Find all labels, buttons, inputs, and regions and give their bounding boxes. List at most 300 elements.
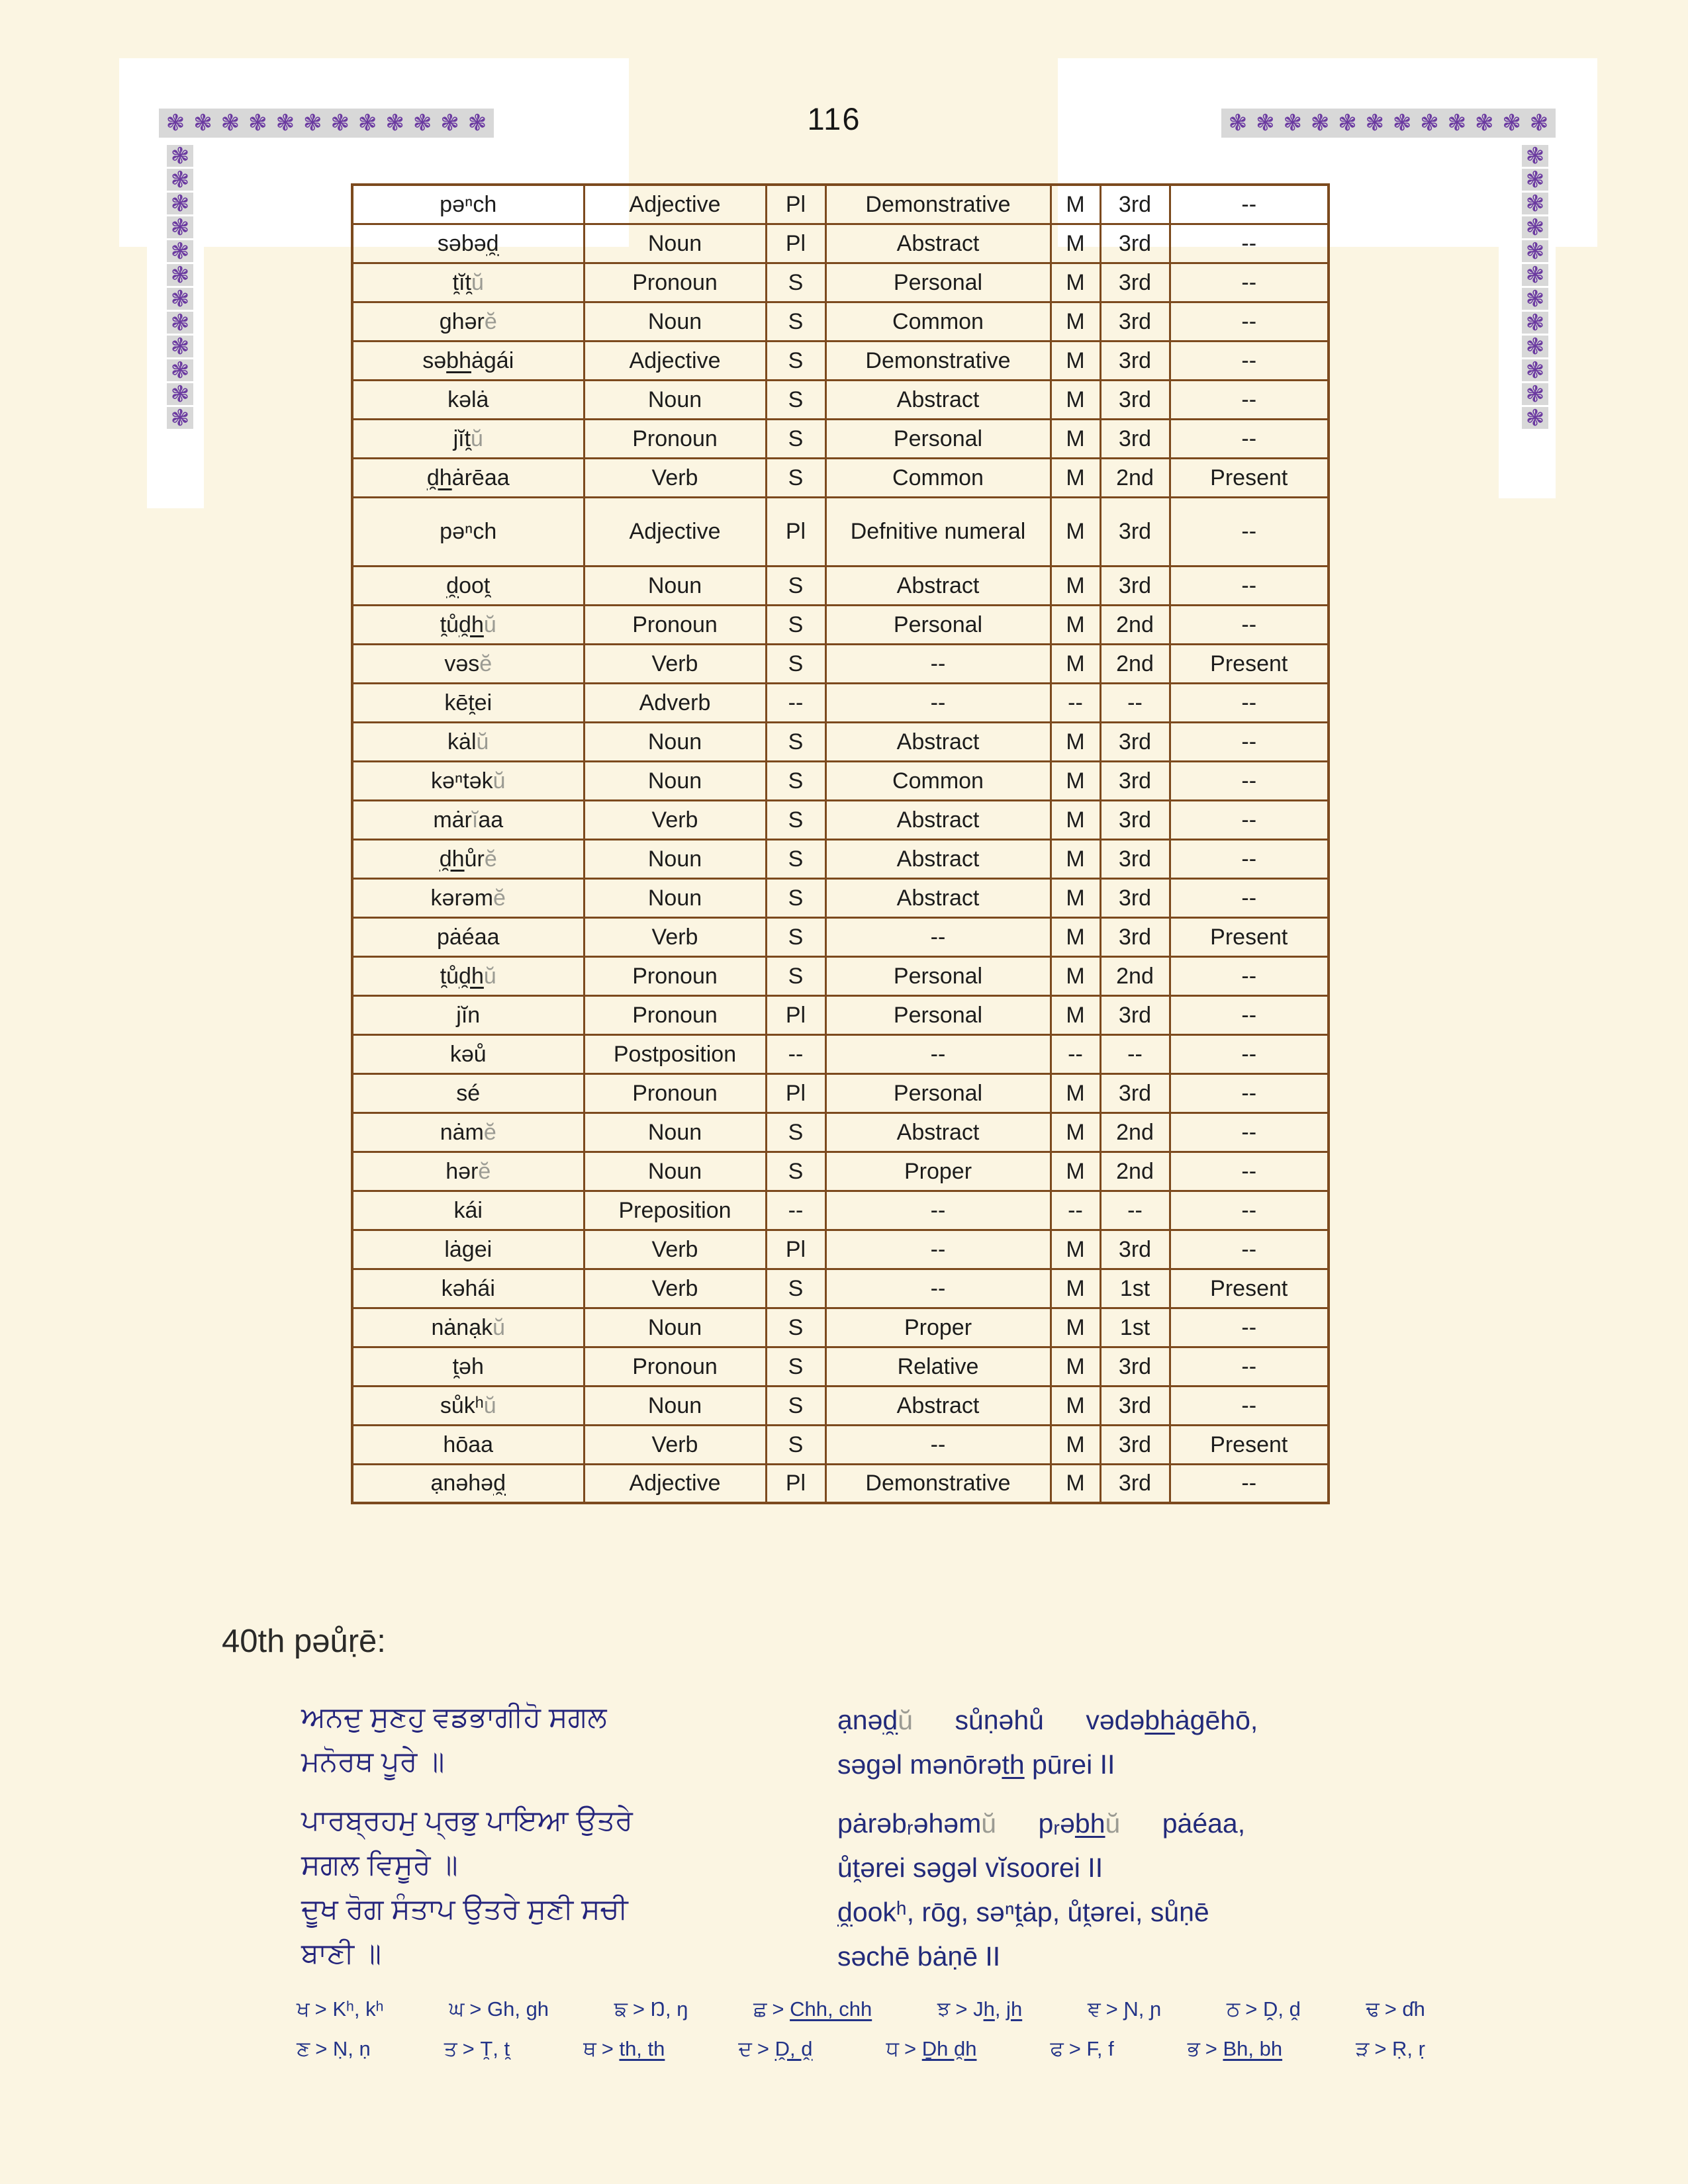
pos-cell: Verb <box>584 1230 766 1269</box>
number-cell: S <box>766 1425 825 1464</box>
flower-icon: ❃ <box>220 111 240 136</box>
flower-icon: ❃ <box>167 216 193 238</box>
word-cell: kəů <box>352 1034 584 1073</box>
flower-icon: ❃ <box>330 111 350 136</box>
transliteration-legend <box>297 1989 1425 2069</box>
word-cell: t̯ĭt̯ŭ <box>352 263 584 302</box>
number-cell: S <box>766 1386 825 1425</box>
gurmukhi-letter: ਞ <box>1087 1997 1101 2021</box>
person-cell: -- <box>1100 683 1170 722</box>
flower-icon: ❃ <box>1310 111 1330 136</box>
legend-item: ਖ > Kʰ, kʰ <box>297 1997 384 2021</box>
gender-cell: -- <box>1051 1191 1100 1230</box>
table-row <box>352 1230 1329 1269</box>
table-row <box>352 605 1329 644</box>
legend-item: ਙ > Ŋ, ŋ <box>614 1997 688 2021</box>
gender-cell: M <box>1051 956 1100 995</box>
gender-cell: M <box>1051 761 1100 800</box>
table-row <box>352 458 1329 497</box>
tense-cell: -- <box>1170 683 1329 722</box>
number-cell: S <box>766 800 825 839</box>
legend-item: ਤ > T̯, t̯ <box>444 2036 510 2060</box>
table-row <box>352 683 1329 722</box>
pos-cell: Noun <box>584 1386 766 1425</box>
type-cell: -- <box>825 683 1051 722</box>
legend-item: ਧ > Ḏh d̯h <box>886 2036 977 2060</box>
flower-icon: ❃ <box>1522 359 1548 381</box>
pos-cell: Pronoun <box>584 995 766 1034</box>
tense-cell: -- <box>1170 566 1329 605</box>
transliteration-line: d̯ookʰ, rōg, səⁿt̯ȧp, ůt̯ərei, sůṇē <box>837 1897 1209 1927</box>
type-cell: Abstract <box>825 1386 1051 1425</box>
person-cell: 2nd <box>1100 458 1170 497</box>
person-cell: 3rd <box>1100 1386 1170 1425</box>
gender-cell: M <box>1051 1230 1100 1269</box>
pos-cell: Noun <box>584 839 766 878</box>
flower-icon: ❃ <box>167 288 193 310</box>
legend-item: ਫ > F, f <box>1050 2036 1114 2060</box>
gurmukhi-letter: ਠ <box>1226 1997 1241 2021</box>
person-cell: 3rd <box>1100 566 1170 605</box>
pos-cell: Adjective <box>584 497 766 566</box>
flower-icon: ❃ <box>1522 193 1548 214</box>
transliteration-line: ạnəd̯ŭ sůṇəhů vədəbhȧgēhō, <box>837 1705 1258 1735</box>
legend-item: ਦ > Ḓ, ḓ <box>738 2036 813 2060</box>
pos-cell: Adjective <box>584 341 766 380</box>
pos-cell: Adverb <box>584 683 766 722</box>
flower-icon: ❃ <box>385 111 404 136</box>
tense-cell: -- <box>1170 1347 1329 1386</box>
flower-icon: ❃ <box>167 383 193 405</box>
person-cell: 2nd <box>1100 605 1170 644</box>
pos-cell: Pronoun <box>584 956 766 995</box>
flower-icon: ❃ <box>1522 169 1548 191</box>
table-row <box>352 956 1329 995</box>
table-row <box>352 878 1329 917</box>
gender-cell: M <box>1051 1347 1100 1386</box>
type-cell: Personal <box>825 1073 1051 1113</box>
gender-cell: M <box>1051 800 1100 839</box>
flower-icon: ❃ <box>1522 383 1548 405</box>
person-cell: 2nd <box>1100 1152 1170 1191</box>
gurmukhi-letter: ਝ <box>937 1997 951 2021</box>
person-cell: 3rd <box>1100 1073 1170 1113</box>
gurmukhi-letter: ਫ <box>1050 2036 1064 2060</box>
type-cell: Proper <box>825 1152 1051 1191</box>
person-cell: 3rd <box>1100 995 1170 1034</box>
word-cell: pəⁿch <box>352 185 584 224</box>
flower-icon: ❃ <box>193 111 212 136</box>
tense-cell: -- <box>1170 341 1329 380</box>
number-cell: S <box>766 341 825 380</box>
transliteration-verse <box>837 1698 1393 1979</box>
legend-row <box>297 1989 1425 2029</box>
word-cell: kái <box>352 1191 584 1230</box>
transliteration-line: səgəl mənōrəth pūrei II <box>837 1749 1115 1780</box>
table-row <box>352 380 1329 419</box>
pos-cell: Noun <box>584 878 766 917</box>
pos-cell: Verb <box>584 917 766 956</box>
word-cell: kȧlŭ <box>352 722 584 761</box>
legend-item: ਛ > Chh, chh <box>753 1997 872 2021</box>
table-row <box>352 1308 1329 1347</box>
flower-icon: ❃ <box>167 336 193 357</box>
legend-item: ਝ > Jh, jh <box>937 1997 1023 2021</box>
table-row <box>352 566 1329 605</box>
pos-cell: Noun <box>584 1113 766 1152</box>
number-cell: S <box>766 761 825 800</box>
tense-cell: -- <box>1170 1073 1329 1113</box>
table-row <box>352 1073 1329 1113</box>
person-cell: 3rd <box>1100 263 1170 302</box>
page-number: 116 <box>807 101 861 136</box>
table-row <box>352 419 1329 458</box>
table-row <box>352 1191 1329 1230</box>
number-cell: S <box>766 380 825 419</box>
tense-cell: -- <box>1170 497 1329 566</box>
tense-cell: -- <box>1170 185 1329 224</box>
tense-cell: -- <box>1170 1191 1329 1230</box>
table-row <box>352 1152 1329 1191</box>
type-cell: -- <box>825 644 1051 683</box>
pos-cell: Verb <box>584 800 766 839</box>
type-cell: Demonstrative <box>825 341 1051 380</box>
gender-cell: M <box>1051 995 1100 1034</box>
tense-cell: -- <box>1170 800 1329 839</box>
pos-cell: Verb <box>584 1425 766 1464</box>
person-cell: 3rd <box>1100 761 1170 800</box>
gurmukhi-letter: ੜ <box>1356 2036 1370 2060</box>
number-cell: Pl <box>766 497 825 566</box>
tense-cell: Present <box>1170 1269 1329 1308</box>
word-cell: səbhȧgái <box>352 341 584 380</box>
flower-icon: ❃ <box>167 264 193 286</box>
word-cell: nȧnạkŭ <box>352 1308 584 1347</box>
word-cell: ạnəhəd̯ <box>352 1464 584 1503</box>
word-cell: səbəd̯ <box>352 224 584 263</box>
word-cell: t̯ůd̯hŭ <box>352 956 584 995</box>
number-cell: Pl <box>766 224 825 263</box>
person-cell: 3rd <box>1100 341 1170 380</box>
gurmukhi-letter: ਣ <box>297 2036 310 2060</box>
person-cell: 3rd <box>1100 1425 1170 1464</box>
gurmukhi-line: ਸਗਲ ਵਿਸੂਰੇ ॥ <box>301 1849 458 1881</box>
person-cell: 3rd <box>1100 1230 1170 1269</box>
tense-cell: -- <box>1170 224 1329 263</box>
flower-icon: ❃ <box>1529 111 1549 136</box>
gender-cell: M <box>1051 878 1100 917</box>
type-cell: -- <box>825 1191 1051 1230</box>
flower-icon: ❃ <box>1365 111 1385 136</box>
pos-cell: Preposition <box>584 1191 766 1230</box>
type-cell: Abstract <box>825 566 1051 605</box>
pos-cell: Noun <box>584 380 766 419</box>
word-cell: kərəmĕ <box>352 878 584 917</box>
person-cell: 3rd <box>1100 1464 1170 1503</box>
pos-cell: Noun <box>584 224 766 263</box>
person-cell: 3rd <box>1100 917 1170 956</box>
word-cell: pȧéaa <box>352 917 584 956</box>
number-cell: Pl <box>766 185 825 224</box>
tense-cell: -- <box>1170 995 1329 1034</box>
word-cell: lȧgei <box>352 1230 584 1269</box>
type-cell: Abstract <box>825 1113 1051 1152</box>
number-cell: Pl <box>766 995 825 1034</box>
legend-item: ੜ > Ṛ, ṛ <box>1356 2036 1425 2060</box>
number-cell: S <box>766 458 825 497</box>
flower-icon: ❃ <box>1522 288 1548 310</box>
tense-cell: -- <box>1170 1308 1329 1347</box>
type-cell: Personal <box>825 263 1051 302</box>
legend-item: ਠ > Ḓ, ḓ <box>1226 1997 1301 2021</box>
table-row <box>352 302 1329 341</box>
word-cell: kəlȧ <box>352 380 584 419</box>
pos-cell: Pronoun <box>584 1073 766 1113</box>
word-cell: hōaa <box>352 1425 584 1464</box>
gender-cell: M <box>1051 1386 1100 1425</box>
type-cell: -- <box>825 1230 1051 1269</box>
flower-border-left <box>167 145 193 429</box>
number-cell: Pl <box>766 1464 825 1503</box>
gender-cell: M <box>1051 1464 1100 1503</box>
gurmukhi-line: ਦੂਖ ਰੋਗ ਸੰਤਾਪ ਉਤਰੇ ਸੁਣੀ ਸਚੀ <box>301 1893 628 1925</box>
pos-cell: Verb <box>584 644 766 683</box>
number-cell: S <box>766 956 825 995</box>
tense-cell: Present <box>1170 1425 1329 1464</box>
person-cell: 3rd <box>1100 185 1170 224</box>
tense-cell: Present <box>1170 458 1329 497</box>
flower-icon: ❃ <box>248 111 267 136</box>
tense-cell: -- <box>1170 1464 1329 1503</box>
table-row <box>352 1113 1329 1152</box>
flower-icon: ❃ <box>275 111 295 136</box>
pos-cell: Postposition <box>584 1034 766 1073</box>
flower-icon: ❃ <box>167 240 193 262</box>
person-cell: 2nd <box>1100 644 1170 683</box>
person-cell: -- <box>1100 1191 1170 1230</box>
flower-icon: ❃ <box>1420 111 1439 136</box>
type-cell: Common <box>825 761 1051 800</box>
number-cell: -- <box>766 1191 825 1230</box>
gurmukhi-line: ਪਾਰਬ੍ਰਹਮੁ ਪ੍ਰਭੁ ਪਾਇਆ ਉਤਰੇ <box>301 1805 633 1837</box>
tense-cell: -- <box>1170 380 1329 419</box>
gender-cell: M <box>1051 185 1100 224</box>
gender-cell: M <box>1051 566 1100 605</box>
gender-cell: M <box>1051 341 1100 380</box>
word-cell: kēt̯ei <box>352 683 584 722</box>
flower-icon: ❃ <box>167 145 193 167</box>
type-cell: Relative <box>825 1347 1051 1386</box>
pos-cell: Noun <box>584 302 766 341</box>
transliteration-line: ůt̯ərei səgəl vĭsoorei II <box>837 1852 1103 1883</box>
gurmukhi-letter: ਤ <box>444 2036 457 2060</box>
number-cell: -- <box>766 1034 825 1073</box>
tense-cell: -- <box>1170 1034 1329 1073</box>
word-cell: vəsĕ <box>352 644 584 683</box>
gurmukhi-letter: ਙ <box>614 1997 628 2021</box>
gender-cell: M <box>1051 458 1100 497</box>
gender-cell: M <box>1051 644 1100 683</box>
type-cell: Personal <box>825 605 1051 644</box>
flower-icon: ❃ <box>1522 240 1548 262</box>
tense-cell: -- <box>1170 419 1329 458</box>
legend-item: ਘ > Gh, gh <box>449 1997 549 2021</box>
pos-cell: Noun <box>584 566 766 605</box>
number-cell: Pl <box>766 1073 825 1113</box>
table-row <box>352 1386 1329 1425</box>
flower-border-right <box>1522 145 1548 429</box>
number-cell: S <box>766 605 825 644</box>
tense-cell: -- <box>1170 878 1329 917</box>
flower-icon: ❃ <box>440 111 459 136</box>
number-cell: S <box>766 1152 825 1191</box>
person-cell: 3rd <box>1100 878 1170 917</box>
type-cell: Defnitive numeral <box>825 497 1051 566</box>
legend-item: ਞ > Ɲ, ɲ <box>1087 1997 1162 2021</box>
tense-cell: -- <box>1170 1386 1329 1425</box>
gender-cell: M <box>1051 224 1100 263</box>
flower-border-top-right <box>1221 109 1556 138</box>
pos-cell: Adjective <box>584 185 766 224</box>
word-cell: nȧmĕ <box>352 1113 584 1152</box>
grammar-analysis-table <box>351 183 1330 1504</box>
person-cell: 3rd <box>1100 419 1170 458</box>
table-row <box>352 995 1329 1034</box>
table-row <box>352 1347 1329 1386</box>
gurmukhi-line: ਬਾਣੀ ॥ <box>301 1938 381 1970</box>
legend-item: ਣ > Ṇ, ṇ <box>297 2036 371 2060</box>
number-cell: S <box>766 1269 825 1308</box>
tense-cell: -- <box>1170 1230 1329 1269</box>
pos-cell: Noun <box>584 1308 766 1347</box>
type-cell: Personal <box>825 956 1051 995</box>
table-row <box>352 800 1329 839</box>
type-cell: -- <box>825 1425 1051 1464</box>
pos-cell: Adjective <box>584 1464 766 1503</box>
table-row <box>352 341 1329 380</box>
flower-icon: ❃ <box>412 111 432 136</box>
legend-item: ਢ > ɗh <box>1366 1997 1425 2021</box>
word-cell: sůkʰŭ <box>352 1386 584 1425</box>
gender-cell: -- <box>1051 1034 1100 1073</box>
person-cell: 2nd <box>1100 1113 1170 1152</box>
number-cell: Pl <box>766 1230 825 1269</box>
flower-icon: ❃ <box>1522 336 1548 357</box>
number-cell: S <box>766 839 825 878</box>
type-cell: Abstract <box>825 800 1051 839</box>
number-cell: -- <box>766 683 825 722</box>
person-cell: -- <box>1100 1034 1170 1073</box>
gender-cell: M <box>1051 1152 1100 1191</box>
number-cell: S <box>766 1113 825 1152</box>
gender-cell: M <box>1051 497 1100 566</box>
person-cell: 3rd <box>1100 839 1170 878</box>
gender-cell: M <box>1051 419 1100 458</box>
flower-icon: ❃ <box>167 407 193 429</box>
person-cell: 3rd <box>1100 224 1170 263</box>
person-cell: 3rd <box>1100 800 1170 839</box>
pos-cell: Pronoun <box>584 419 766 458</box>
gender-cell: M <box>1051 1269 1100 1308</box>
person-cell: 3rd <box>1100 722 1170 761</box>
table-row <box>352 224 1329 263</box>
gender-cell: M <box>1051 1113 1100 1152</box>
table-row <box>352 185 1329 224</box>
flower-icon: ❃ <box>1474 111 1494 136</box>
word-cell: t̯əh <box>352 1347 584 1386</box>
gender-cell: M <box>1051 839 1100 878</box>
type-cell: Demonstrative <box>825 1464 1051 1503</box>
number-cell: S <box>766 302 825 341</box>
number-cell: S <box>766 917 825 956</box>
flower-border-top-left <box>159 109 494 138</box>
gender-cell: M <box>1051 1425 1100 1464</box>
word-cell: pəⁿch <box>352 497 584 566</box>
table-row <box>352 722 1329 761</box>
word-cell: jĭn <box>352 995 584 1034</box>
word-cell: ghərĕ <box>352 302 584 341</box>
pos-cell: Verb <box>584 1269 766 1308</box>
number-cell: S <box>766 1347 825 1386</box>
person-cell: 3rd <box>1100 302 1170 341</box>
pos-cell: Noun <box>584 722 766 761</box>
transliteration-line: səchē bȧṇē II <box>837 1941 1001 1972</box>
gurmukhi-line: ਮਨੋਰਥ ਪੂਰੇ ॥ <box>301 1746 445 1778</box>
flower-icon: ❃ <box>167 193 193 214</box>
word-cell: kəⁿtəkŭ <box>352 761 584 800</box>
number-cell: S <box>766 644 825 683</box>
type-cell: Abstract <box>825 839 1051 878</box>
gurmukhi-verse <box>301 1696 837 1976</box>
table-row <box>352 644 1329 683</box>
flower-icon: ❃ <box>167 359 193 381</box>
number-cell: S <box>766 722 825 761</box>
person-cell: 3rd <box>1100 497 1170 566</box>
flower-icon: ❃ <box>167 312 193 334</box>
gurmukhi-line: ਅਨਦੁ ਸੁਣਹੁ ਵਡਭਾਗੀਹੋ ਸਗਲ <box>301 1702 607 1733</box>
flower-icon: ❃ <box>1338 111 1357 136</box>
flower-icon: ❃ <box>1283 111 1302 136</box>
table-row <box>352 497 1329 566</box>
pos-cell: Pronoun <box>584 1347 766 1386</box>
tense-cell: -- <box>1170 1113 1329 1152</box>
flower-icon: ❃ <box>303 111 322 136</box>
person-cell: 3rd <box>1100 1347 1170 1386</box>
tense-cell: -- <box>1170 761 1329 800</box>
pos-cell: Noun <box>584 761 766 800</box>
type-cell: Personal <box>825 419 1051 458</box>
legend-item: ਭ > Bh, bh <box>1187 2036 1283 2060</box>
table-row <box>352 839 1329 878</box>
type-cell: -- <box>825 1034 1051 1073</box>
legend-item: ਥ > th, th <box>583 2036 665 2060</box>
tense-cell: -- <box>1170 956 1329 995</box>
gurmukhi-letter: ਘ <box>449 1997 465 2021</box>
flower-icon: ❃ <box>1447 111 1467 136</box>
pos-cell: Pronoun <box>584 263 766 302</box>
flower-icon: ❃ <box>165 111 185 136</box>
gurmukhi-letter: ਢ <box>1366 1997 1380 2021</box>
pos-cell: Noun <box>584 1152 766 1191</box>
transliteration-line: pȧrəbᵣəhəmŭ pᵣəbhŭ pȧéaa, <box>837 1808 1246 1839</box>
flower-icon: ❃ <box>1256 111 1275 136</box>
flower-icon: ❃ <box>1392 111 1412 136</box>
word-cell: sé <box>352 1073 584 1113</box>
table-row <box>352 1464 1329 1503</box>
type-cell: Abstract <box>825 878 1051 917</box>
flower-icon: ❃ <box>467 111 487 136</box>
flower-icon: ❃ <box>1522 145 1548 167</box>
